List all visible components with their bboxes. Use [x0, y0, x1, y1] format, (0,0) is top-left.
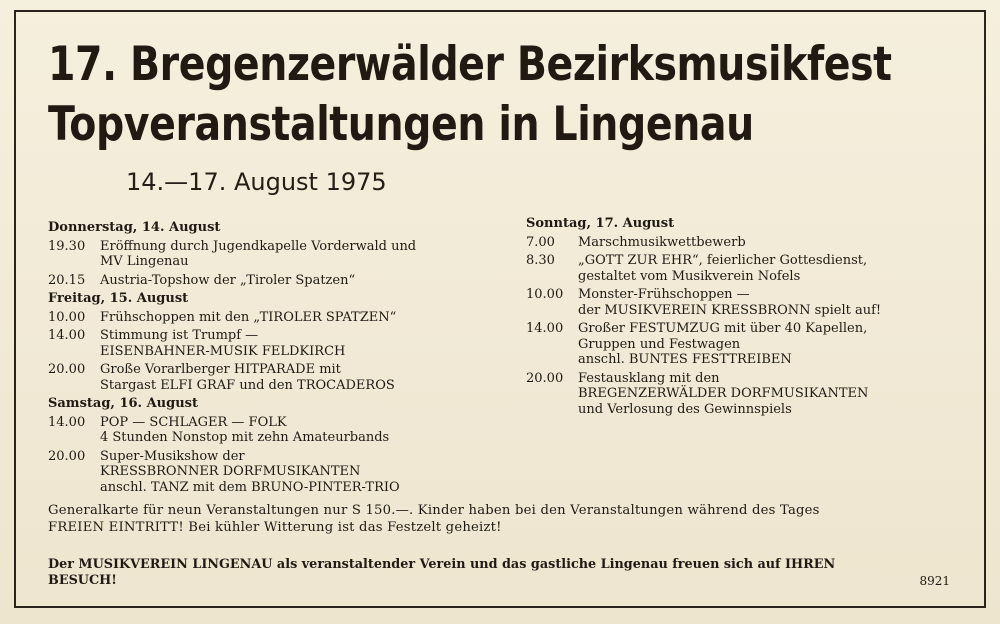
event-text: Stimmung ist Trumpf — [100, 328, 259, 343]
event-text: Eröffnung durch Jugendkapelle Vorderwald und [100, 238, 417, 254]
event-text: anschl. TANZ mit dem BRUNO-PINTER-TRIO [100, 479, 400, 495]
event-text: und Verlosung des Gewinnspiels [578, 401, 792, 417]
event-text: anschl. BUNTES FESTTREIBEN [578, 352, 792, 367]
event-saturday-1 [48, 415, 488, 446]
day-heading-saturday: Samstag, 16. August [48, 396, 199, 411]
event-sunday-2 [526, 253, 956, 284]
event-time: 8.30 [526, 253, 555, 268]
event-sunday-3 [526, 287, 956, 318]
event-time: 19.30 [48, 238, 86, 254]
day-heading-thursday: Donnerstag, 14. August [48, 220, 221, 235]
event-text: BREGENZERWÄLDER DORFMUSIKANTEN [578, 386, 869, 401]
event-text: Marschmusikwettbewerb [578, 234, 746, 250]
event-text: „GOTT ZUR EHR“, feierlicher Gottesdienst, [578, 253, 868, 268]
event-text: EISENBAHNER-MUSIK FELDKIRCH [100, 343, 346, 359]
event-text: Frühschoppen mit den „TIROLER SPATZEN“ [100, 309, 397, 325]
event-text: Stargast ELFI GRAF und den TROCADEROS [100, 377, 395, 393]
event-time: 20.15 [48, 272, 86, 288]
event-sunday-4 [526, 321, 956, 368]
event-text: Monster-Frühschoppen — [578, 287, 750, 302]
event-sunday-1 [526, 235, 956, 251]
headline-line-2: Topveranstaltungen in Lingenau [48, 97, 754, 152]
schedule-left-column [48, 220, 488, 498]
event-time: 20.00 [48, 448, 86, 464]
day-heading-sunday: Sonntag, 17. August [526, 216, 675, 231]
event-time: 10.00 [526, 287, 564, 302]
event-thursday-1 [48, 239, 488, 270]
event-text: gestaltet vom Musikverein Nofels [578, 268, 801, 284]
event-time: 10.00 [48, 309, 86, 325]
headline-line-1: 17. Bregenzerwälder Bezirksmusikfest [48, 37, 892, 92]
event-friday-1 [48, 310, 488, 326]
closing-line-2: BESUCH! [48, 573, 117, 588]
event-saturday-2 [48, 449, 488, 496]
event-time: 7.00 [526, 234, 555, 250]
event-text: Austria-Topshow der „Tiroler Spatzen“ [100, 272, 356, 288]
event-text: Festausklang mit den [578, 370, 720, 386]
event-text: MV Lingenau [100, 254, 189, 269]
event-text: Große Vorarlberger HITPARADE mit [100, 362, 341, 377]
event-text: der MUSIKVEREIN KRESSBRONN spielt auf! [578, 302, 882, 318]
schedule-right-column [526, 216, 956, 420]
event-time: 20.00 [48, 362, 86, 377]
ad-code: 8921 [919, 574, 950, 588]
event-text: 4 Stunden Nonstop mit zehn Amateurbands [100, 430, 390, 445]
event-text: POP — SCHLAGER — FOLK [100, 414, 287, 430]
closing-line-1: Der MUSIKVEREIN LINGENAU als veranstaltender Verein und das gastliche Lingenau freuen sich auf IHREN [48, 557, 836, 572]
closing-statement [48, 557, 953, 589]
ticket-note-line-1: Generalkarte für neun Veranstaltungen nur S 150.—. Kinder haben bei den Veranstaltungen während des Tages [48, 503, 820, 518]
event-text: Gruppen und Festwagen [578, 336, 741, 352]
event-time: 14.00 [48, 414, 86, 430]
event-time: 14.00 [48, 328, 86, 343]
event-text: Großer FESTUMZUG mit über 40 Kapellen, [578, 321, 868, 336]
event-text: Super-Musikshow der [100, 448, 245, 464]
day-heading-friday: Freitag, 15. August [48, 291, 189, 306]
event-sunday-5 [526, 371, 956, 418]
ticket-note [48, 502, 953, 536]
event-friday-2 [48, 328, 488, 359]
event-time: 14.00 [526, 321, 564, 336]
festival-dates: 14.—17. August 1975 [126, 168, 387, 196]
event-time: 20.00 [526, 370, 564, 386]
event-thursday-2 [48, 273, 488, 289]
event-friday-3 [48, 362, 488, 393]
ticket-note-line-2: FREIEN EINTRITT! Bei kühler Witterung ist das Festzelt geheizt! [48, 520, 502, 535]
event-text: KRESSBRONNER DORFMUSIKANTEN [100, 464, 361, 479]
